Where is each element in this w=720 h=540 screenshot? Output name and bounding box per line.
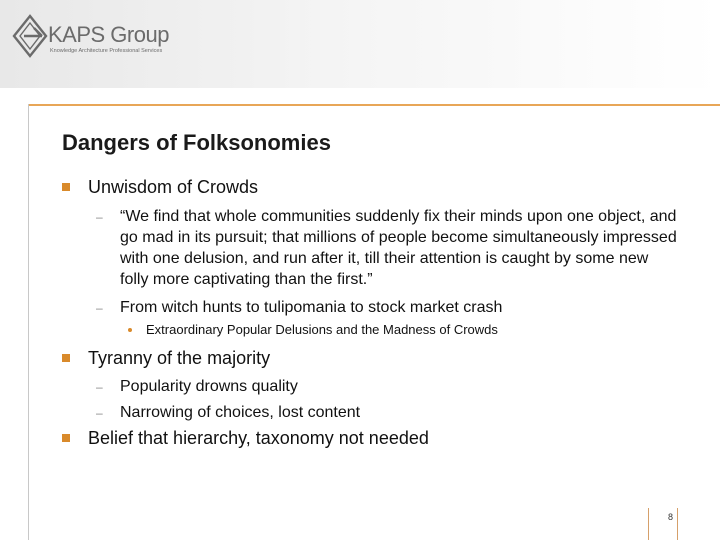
page-number-box bbox=[648, 508, 678, 540]
subpoint-witch-hunts: From witch hunts to tulipomania to stock market crash bbox=[120, 299, 503, 316]
company-logo bbox=[12, 14, 169, 62]
slide-title: Dangers of Folksonomies bbox=[62, 130, 331, 155]
bullet-unwisdom-of-crowds: Unwisdom of Crowds bbox=[88, 177, 259, 197]
square-bullet-icon bbox=[62, 183, 70, 191]
page-number: 8 bbox=[667, 512, 673, 522]
subpoint-quote: “We find that whole communities suddenly fix their minds upon one object, and go mad in its pursuit; that millions of people become simultaneously impressed with one delusion, and run after it, till their attention is caught by some new folly more captivating than the first.” bbox=[120, 208, 677, 288]
square-bullet-icon bbox=[62, 354, 70, 362]
subpoint-popularity: Popularity drowns quality bbox=[120, 378, 298, 395]
subpoint-narrowing: Narrowing of choices, lost content bbox=[120, 404, 361, 421]
bullet-tyranny-of-majority: Tyranny of the majority bbox=[88, 348, 271, 368]
dash-bullet-icon: – bbox=[96, 301, 103, 315]
dash-bullet-icon: – bbox=[96, 406, 103, 420]
logo-tagline: Knowledge Architecture Professional Services bbox=[50, 48, 163, 54]
dash-bullet-icon: – bbox=[96, 380, 103, 394]
dash-bullet-icon: – bbox=[96, 210, 103, 224]
subsubpoint-book-title: Extraordinary Popular Delusions and the Madness of Crowds bbox=[146, 322, 498, 337]
bullet-belief-hierarchy: Belief that hierarchy, taxonomy not needed bbox=[88, 428, 429, 448]
logo-name: KAPS Group bbox=[48, 22, 169, 47]
square-bullet-icon bbox=[62, 434, 70, 442]
kaps-logo-icon bbox=[12, 14, 48, 58]
frame-top-line bbox=[28, 104, 720, 106]
dot-bullet-icon bbox=[128, 328, 132, 332]
frame-left-line bbox=[28, 104, 29, 540]
